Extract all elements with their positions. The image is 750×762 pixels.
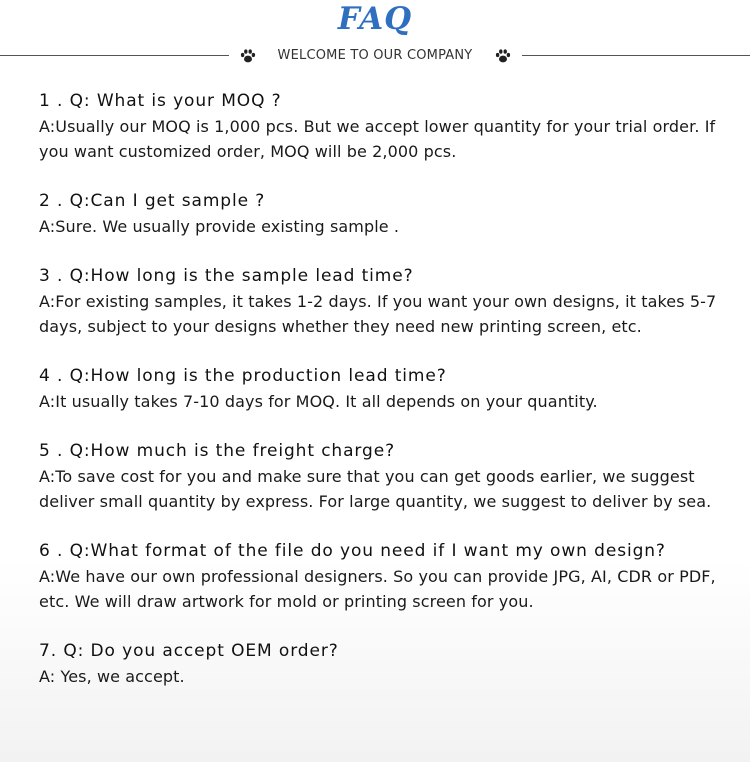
faq-item [39, 189, 719, 239]
faq-item [39, 439, 719, 514]
faq-question: 2 . Q:Can I get sample ? [39, 191, 266, 211]
faq-answer: A:It usually takes 7-10 days for MOQ. It all depends on your quantity. [39, 392, 598, 411]
faq-answer: A:To save cost for you and make sure that you can get goods earlier, we suggest deliver small quantity by express. For large quantity, we suggest to deliver by sea. [39, 467, 712, 511]
faq-question: 6 . Q:What format of the file do you need if I want my own design? [39, 541, 666, 561]
divider-line-right [522, 55, 750, 56]
paw-print-icon [240, 48, 256, 64]
faq-item [39, 364, 719, 414]
faq-list [39, 89, 719, 714]
divider-line-left [0, 55, 229, 56]
faq-question: 4 . Q:How long is the production lead time? [39, 366, 447, 386]
welcome-divider [0, 46, 750, 66]
faq-item [39, 89, 719, 164]
faq-item [39, 639, 719, 689]
faq-question: 7. Q: Do you accept OEM order? [39, 641, 339, 661]
paw-print-icon [495, 48, 511, 64]
faq-answer: A:Sure. We usually provide existing sample . [39, 217, 400, 236]
faq-question: 1 . Q: What is your MOQ ? [39, 91, 282, 111]
faq-title: FAQ [337, 1, 413, 37]
faq-answer: A:For existing samples, it takes 1-2 days. If you want your own designs, it takes 5-7 days, subject to your designs whether they need new printing screen, etc. [39, 292, 717, 336]
faq-answer: A:Usually our MOQ is 1,000 pcs. But we accept lower quantity for your trial order. If you want customized order, MOQ will be 2,000 pcs. [39, 117, 716, 161]
faq-answer: A:We have our own professional designers. So you can provide JPG, AI, CDR or PDF, etc. We will draw artwork for mold or printing screen for you. [39, 567, 716, 611]
faq-question: 5 . Q:How much is the freight charge? [39, 441, 395, 461]
faq-answer: A: Yes, we accept. [39, 667, 185, 686]
faq-item [39, 264, 719, 339]
welcome-text: WELCOME TO OUR COMPANY [277, 48, 473, 63]
faq-question: 3 . Q:How long is the sample lead time? [39, 266, 414, 286]
faq-item [39, 539, 719, 614]
